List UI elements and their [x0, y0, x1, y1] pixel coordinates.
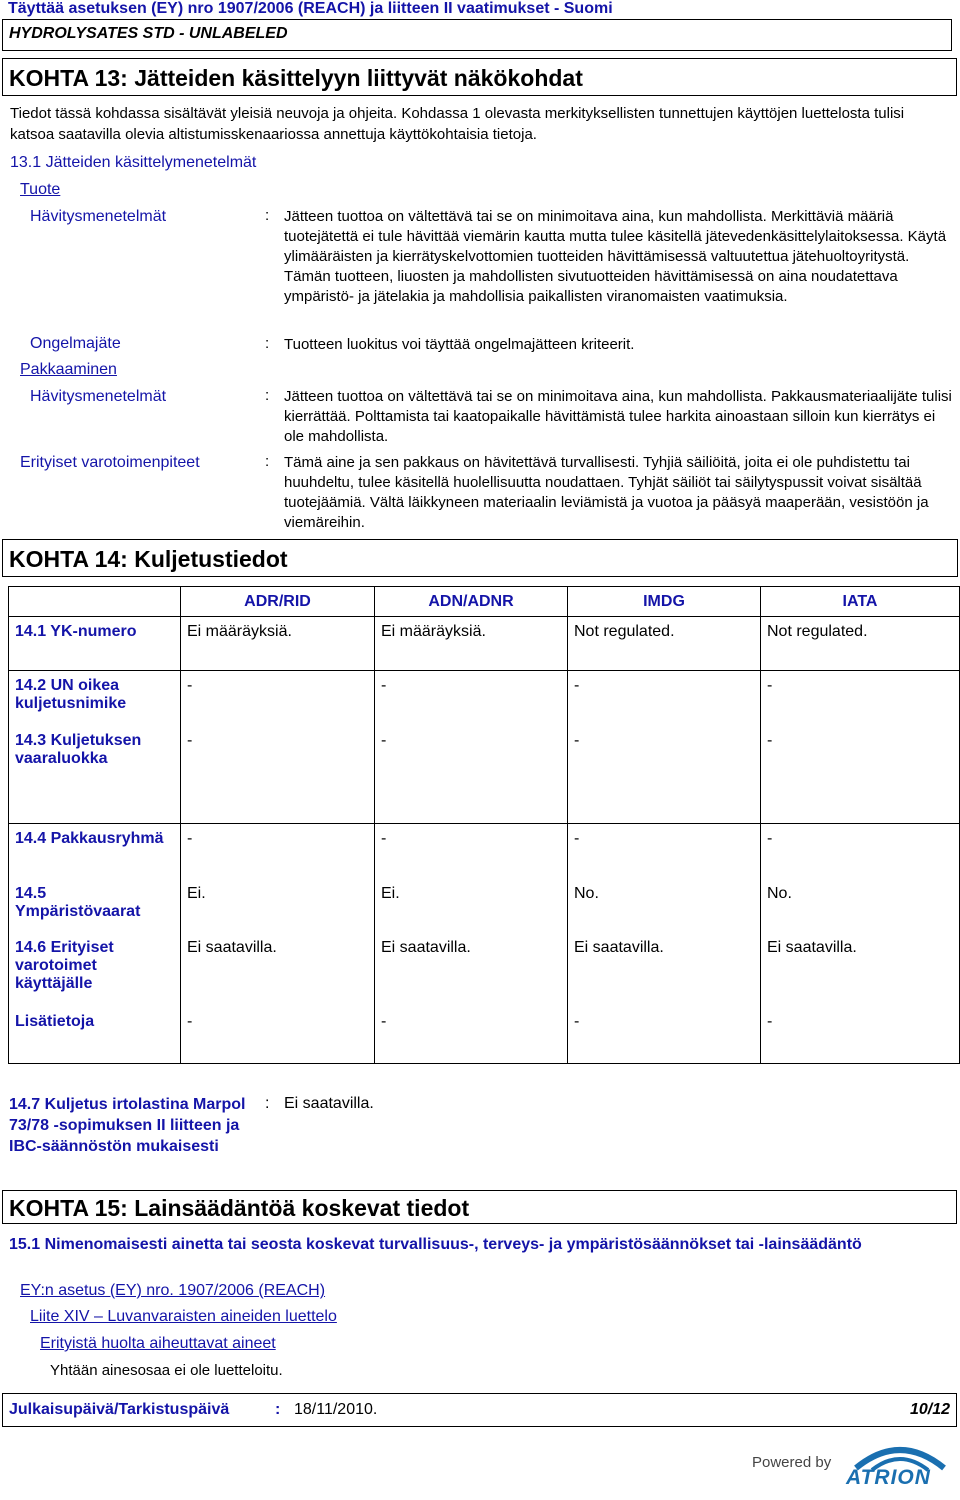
pakkaaminen-heading: Pakkaaminen — [20, 361, 117, 378]
cell-value: - — [761, 1007, 960, 1064]
tuote-heading: Tuote — [20, 181, 61, 198]
cell-value: - — [181, 1007, 375, 1064]
row-label: 14.1 YK-numero — [9, 617, 181, 671]
cell-value: Not regulated. — [761, 617, 960, 671]
transport-table — [8, 586, 960, 1064]
cell-value: - — [568, 1007, 761, 1064]
section-15-title: KOHTA 15: Lainsäädäntöä koskevat tiedot — [9, 1195, 470, 1221]
section-13-header — [2, 58, 957, 96]
annex-xiv-link[interactable]: Liite XIV – Luvanvaraisten aineiden luettelo — [30, 1308, 337, 1325]
column-header: ADR/RID — [181, 587, 375, 617]
row-value-ongelmajate: Tuotteen luokitus voi täyttää ongelmajätteen kriteerit. — [284, 336, 635, 353]
section-13-intro: Tiedot tässä kohdassa sisältävät yleisiä neuvoja ja ohjeita. Kohdassa 1 olevasta merkityksellisten tunnettujen käyttöjen luettelosta tulisi katsoa saatavilla olevia altistumisskenaariossa annettuja käyttökohtaisia tietoja. — [10, 105, 905, 143]
row-value-pakkaus-havitys: Jätteen tuottoa on vältettävä tai se on minimoitava aina, kun mahdollista. Pakkausmateriaalijäte tulisi kierrättää. Polttamista tai kaatopaikalle hävittämistä tulee harkita ainoastaan silloin kun kierrätys ei ole mahdollista. — [284, 388, 952, 445]
cell-value: - — [181, 726, 375, 824]
colon: : — [265, 387, 270, 404]
colon: : — [265, 1095, 270, 1112]
row-label-ongelmajate: Ongelmajäte — [30, 335, 121, 352]
table-row — [9, 933, 960, 1007]
footer-date-label: Julkaisupäivä/Tarkistuspäivä — [9, 1401, 230, 1418]
row-label: 14.4 Pakkausryhmä — [9, 824, 181, 879]
table-header-row — [9, 587, 960, 617]
cell-value: - — [375, 1007, 568, 1064]
cell-value: - — [568, 726, 761, 824]
reach-link[interactable]: EY:n asetus (EY) nro. 1907/2006 (REACH) — [20, 1282, 326, 1299]
table-corner-cell — [9, 587, 181, 617]
cell-value: - — [181, 671, 375, 726]
row-label: 14.5 Ympäristövaarat — [9, 879, 181, 933]
cell-value: Ei saatavilla. — [181, 933, 375, 1007]
row-value-havitysmenetelmat: Jätteen tuottoa on vältettävä tai se on minimoitava aina, kun mahdollista. Merkittäviä määriä tuotejätettä ei tule hävittää viemärin kautta mutta tulee käsitellä jätevedenkäsittelylaitoksessa. Käytä ylimääräisten ja kierrätyskelvottomien tuotteiden hävittämisessä valtuutettua jätehuoltoyritystä. Tämän tuotteen, liuosten ja mahdollisten sivutuotteiden hävittämisessä on aina noudatettava ympäristö- ja jätelakia ja mahdollisia paikallisten viranomaisten vaatimuksia. — [284, 208, 947, 305]
table-row — [9, 879, 960, 933]
row-label: Lisätietoja — [9, 1007, 181, 1064]
row-label: 14.3 Kuljetuksen vaaraluokka — [9, 726, 181, 824]
table-row — [9, 671, 960, 726]
cell-value: Ei saatavilla. — [375, 933, 568, 1007]
row-value-erityiset: Tämä aine ja sen pakkaus on hävitettävä turvallisesti. Tyhjiä säiliöitä, joita ei ole puhdistettu tai huuhdeltu, tulee käsitellä huolellisuutta noudattaen. Tyhjät säiliöt tai säilytyspussit voivat sisältää tuotejäämiä. Vältä läikkyneen materiaalin leviämistä ja vuotoa ja pääsyä maaperään, vesistöön ja viemäreihin. — [284, 454, 929, 531]
footer-colon: : — [275, 1401, 281, 1418]
cell-value: - — [375, 671, 568, 726]
cell-value: Ei saatavilla. — [568, 933, 761, 1007]
row-label-pakkaus-havitys: Hävitysmenetelmät — [30, 388, 167, 405]
table-row — [9, 726, 960, 824]
cell-value: Ei määräyksiä. — [375, 617, 568, 671]
row-label-havitysmenetelmat: Hävitysmenetelmät — [30, 208, 167, 225]
bulk-transport-label: 14.7 Kuljetus irtolastina Marpol 73/78 -sopimuksen II liitteen ja IBC-säännöstön mukaisesti — [9, 1096, 246, 1155]
none-listed-text: Yhtään ainesosaa ei ole luetteloitu. — [50, 1362, 283, 1379]
subsection-13-1: 13.1 Jätteiden käsittelymenetelmät — [10, 154, 257, 171]
colon: : — [265, 207, 270, 224]
column-header: ADN/ADNR — [375, 587, 568, 617]
cell-value: Ei määräyksiä. — [181, 617, 375, 671]
table-row — [9, 824, 960, 879]
cell-value: No. — [568, 879, 761, 933]
cell-value: Not regulated. — [568, 617, 761, 671]
atrion-logo-text: ATRION — [846, 1466, 931, 1489]
subsection-15-1: 15.1 Nimenomaisesti ainetta tai seosta koskevat turvallisuus-, terveys- ja ympäristösäännökset tai -lainsäädäntö — [9, 1236, 862, 1253]
cell-value: No. — [761, 879, 960, 933]
cell-value: - — [375, 824, 568, 879]
colon: : — [265, 453, 270, 470]
row-label: 14.2 UN oikea kuljetusnimike — [9, 671, 181, 726]
bulk-transport-value: Ei saatavilla. — [284, 1095, 374, 1112]
cell-value: - — [568, 824, 761, 879]
cell-value: - — [761, 726, 960, 824]
product-name: HYDROLYSATES STD - UNLABELED — [9, 25, 288, 42]
page-number: 10/12 — [909, 1401, 950, 1418]
cell-value: Ei. — [375, 879, 568, 933]
section-13-title: KOHTA 13: Jätteiden käsittelyyn liittyvät näkökohdat — [9, 65, 583, 91]
table-row — [9, 617, 960, 671]
table-row — [9, 1007, 960, 1064]
cell-value: Ei saatavilla. — [761, 933, 960, 1007]
product-name-box — [2, 19, 952, 51]
row-label-erityiset: Erityiset varotoimenpiteet — [20, 454, 200, 471]
document-title: Täyttää asetuksen (EY) nro 1907/2006 (REACH) ja liitteen II vaatimukset - Suomi — [8, 0, 613, 17]
cell-value: - — [761, 671, 960, 726]
column-header: IMDG — [568, 587, 761, 617]
section-14-title: KOHTA 14: Kuljetustiedot — [9, 546, 288, 572]
cell-value: Ei. — [181, 879, 375, 933]
cell-value: - — [181, 824, 375, 879]
cell-value: - — [568, 671, 761, 726]
cell-value: - — [375, 726, 568, 824]
row-label: 14.6 Erityiset varotoimet käyttäjälle — [9, 933, 181, 1007]
column-header: IATA — [761, 587, 960, 617]
section-15-header — [2, 1190, 957, 1224]
colon: : — [265, 335, 270, 352]
svhc-link[interactable]: Erityistä huolta aiheuttavat aineet — [40, 1335, 276, 1352]
cell-value: - — [761, 824, 960, 879]
section-14-header — [2, 539, 958, 577]
powered-by-text: Powered by — [752, 1454, 832, 1471]
footer-date: 18/11/2010. — [294, 1401, 378, 1418]
footer — [2, 1393, 957, 1427]
